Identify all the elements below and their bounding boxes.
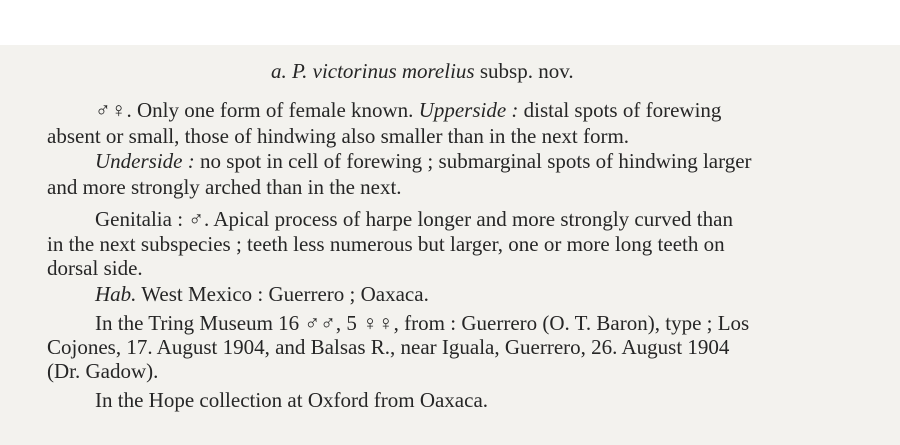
- para3-line2: in the next subspecies ; teeth less numerous but larger, one or more long teeth on: [47, 232, 725, 256]
- para2-line1-rest: no spot in cell of forewing ; submarginal spots of hindwing larger: [199, 149, 752, 173]
- para5-line2: Cojones, 17. August 1904, and Balsas R., near Iguala, Guerrero, 26. August 1904: [47, 335, 730, 359]
- para1-line1-rest: distal spots of forewing: [523, 98, 722, 122]
- para2-line2: and more strongly arched than in the next.: [47, 175, 402, 199]
- heading-prefix: a.: [271, 59, 287, 83]
- para3-line3: dorsal side.: [47, 256, 143, 280]
- heading-taxon-name: P. victorinus morelius: [292, 59, 475, 83]
- upperside-label: Upperside :: [418, 98, 519, 122]
- sex-symbols: ♂♀.: [95, 98, 132, 122]
- subspecies-heading: [271, 61, 574, 82]
- habitat-text: West Mexico : Guerrero ; Oaxaca.: [141, 282, 429, 306]
- para1-line1: [95, 100, 721, 121]
- habitat-label: Hab.: [95, 282, 137, 306]
- para2-line1: [95, 151, 752, 172]
- para5-line1: In the Tring Museum 16 ♂♂, 5 ♀♀, from : Guerrero (O. T. Baron), type ; Los: [95, 311, 750, 335]
- para1-line1-text: Only one form of female known.: [137, 98, 414, 122]
- para3-line1: Genitalia : ♂. Apical process of harpe longer and more strongly curved than: [95, 207, 733, 231]
- habitat-line: [95, 284, 429, 305]
- para1-line2: absent or small, those of hindwing also smaller than in the next form.: [47, 124, 630, 148]
- scanned-page: [0, 45, 900, 445]
- para5-line3: (Dr. Gadow).: [47, 359, 159, 383]
- underside-label: Underside :: [95, 149, 195, 173]
- para6-line1: In the Hope collection at Oxford from Oaxaca.: [95, 388, 489, 412]
- heading-suffix: subsp. nov.: [479, 59, 574, 83]
